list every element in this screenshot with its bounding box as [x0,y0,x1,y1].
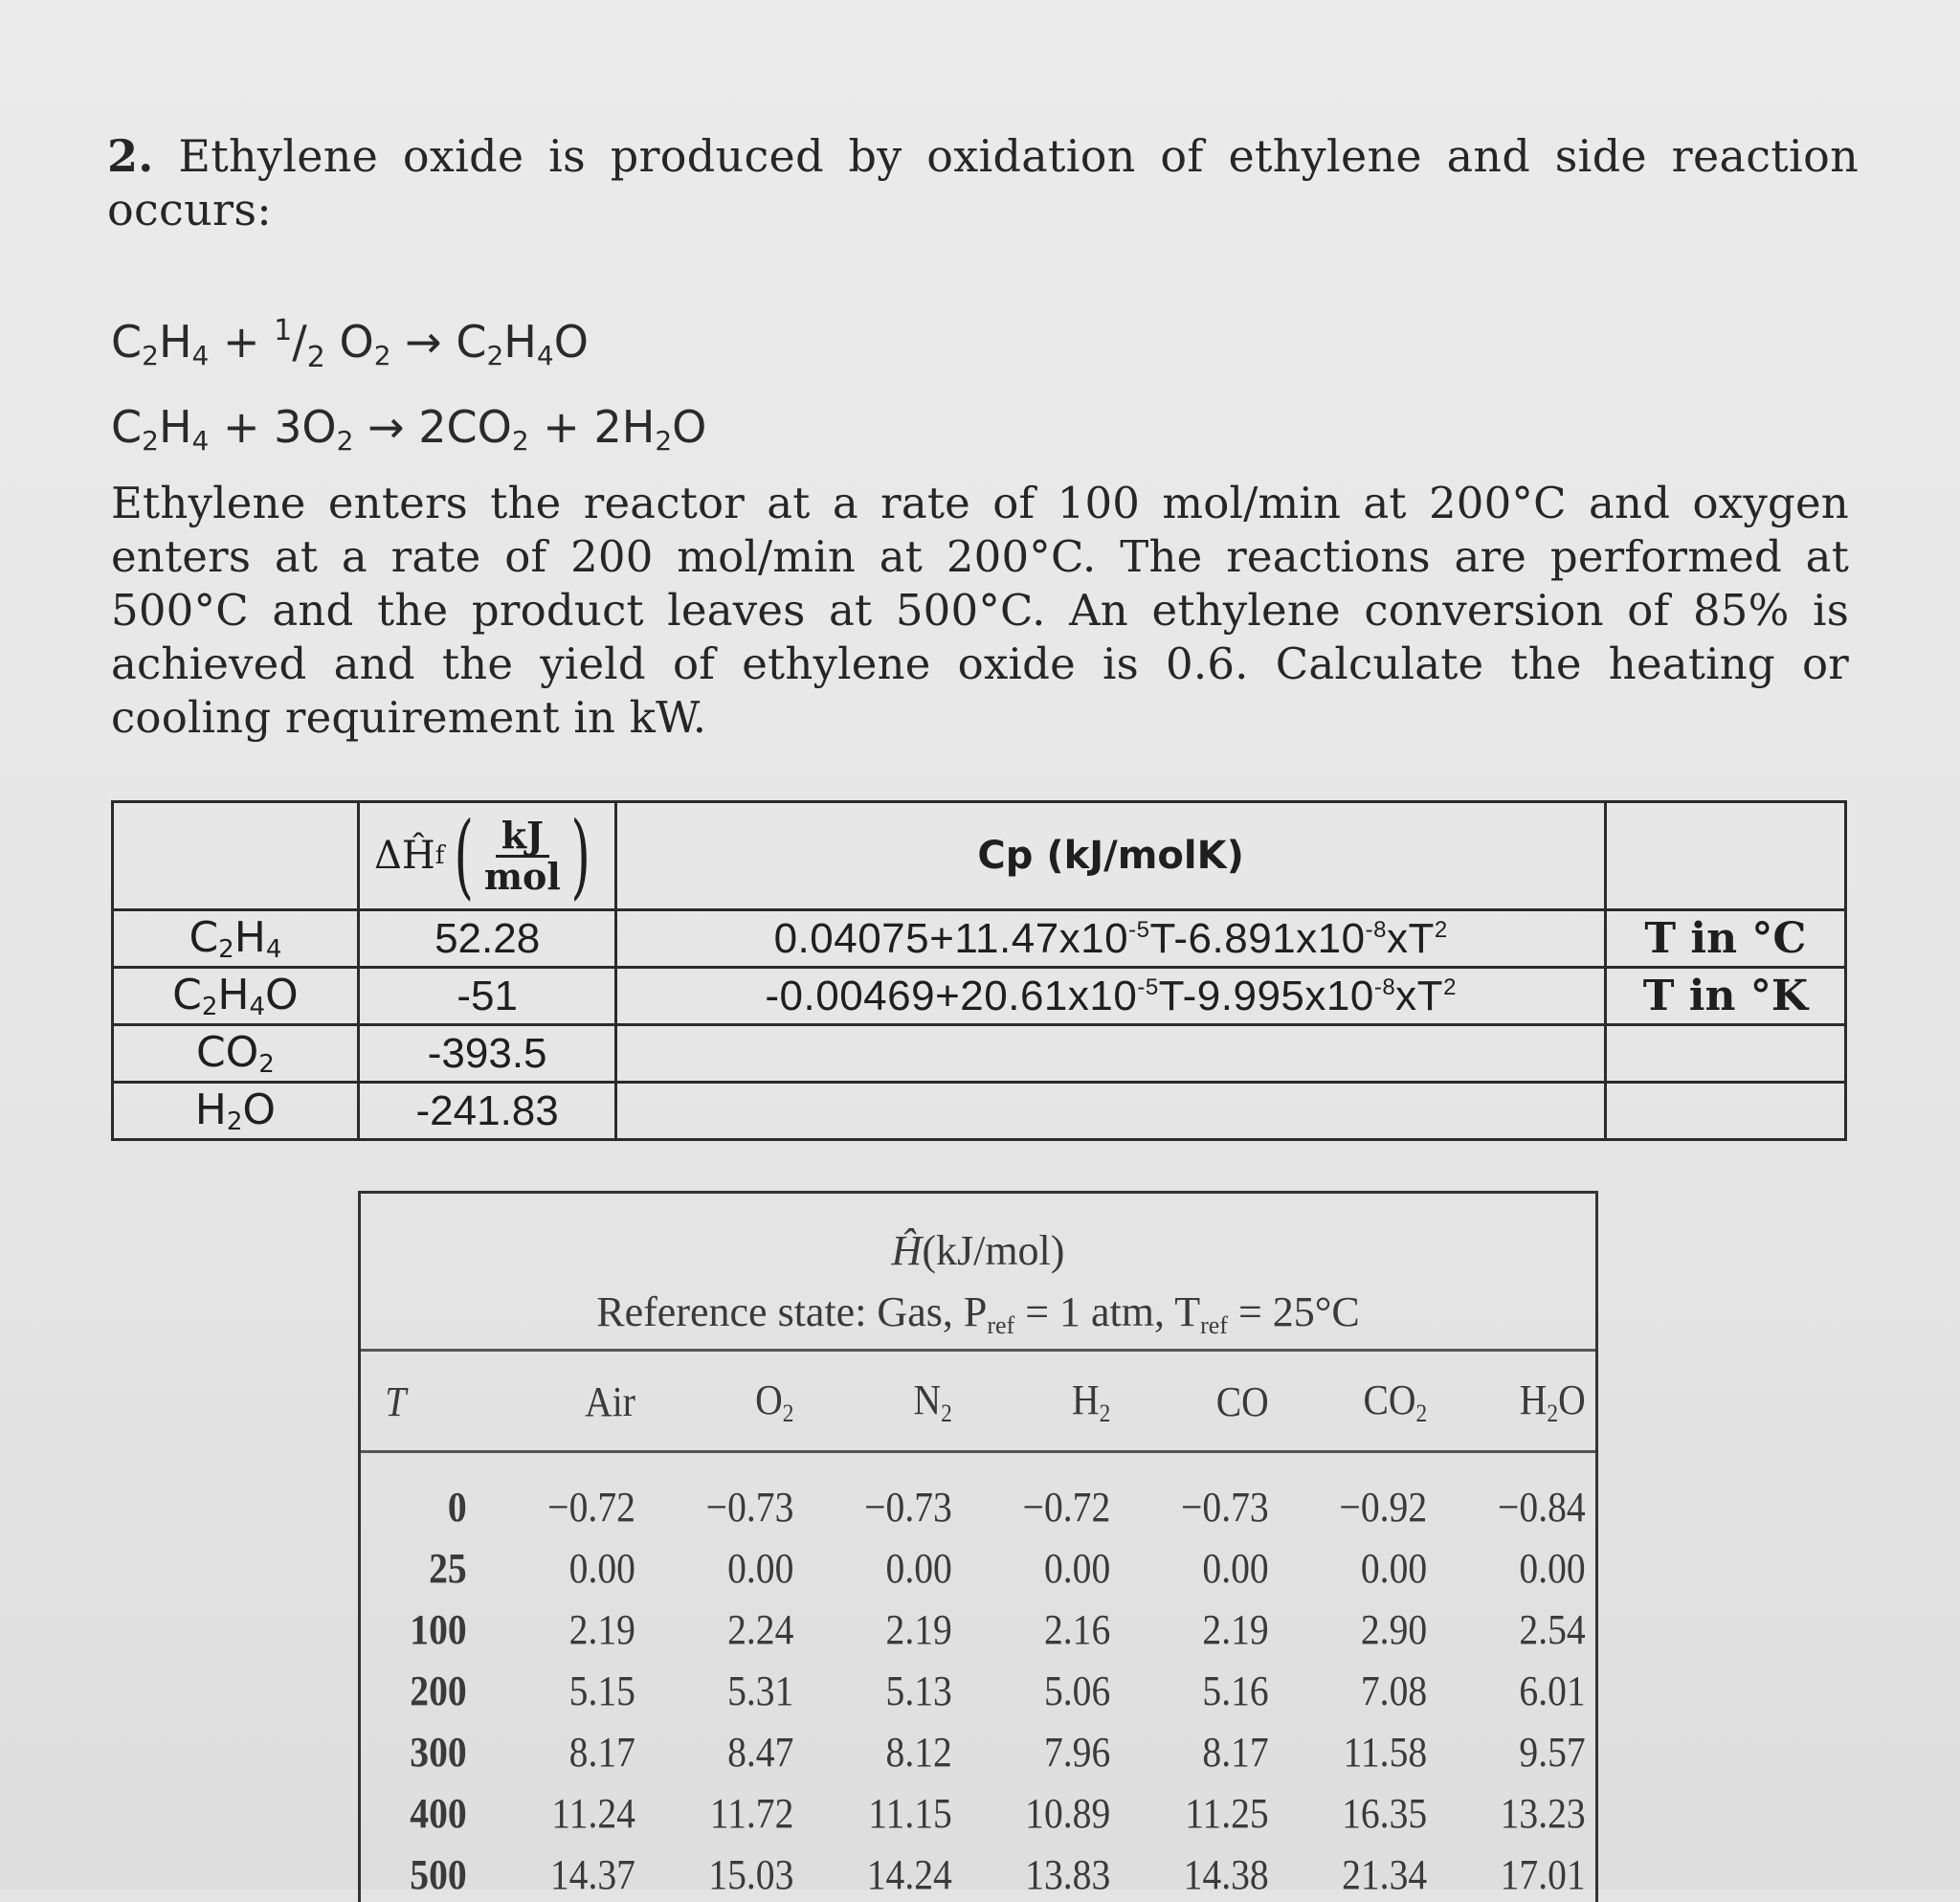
col-header-t: T [385,1378,407,1425]
enthalpy-cell: 14.38 [1183,1850,1269,1898]
enthalpy-cell: 2.24 [727,1605,794,1653]
tunit-co2 [1605,1025,1845,1083]
table-row [361,1599,1594,1660]
enthalpy-cell: 11.72 [709,1789,794,1837]
temperature-cell: 25 [429,1544,467,1592]
enthalpy-cell: 5.16 [1202,1667,1269,1714]
problem-statement [107,129,1859,236]
enthalpy-cell: 2.19 [885,1605,952,1653]
dh-c2h4o: -51 [358,968,616,1025]
enthalpy-cell: 2.54 [1519,1605,1586,1653]
enthalpy-table-title: Ĥ(kJ/mol) [891,1227,1065,1274]
reaction-1: $C_2H_4 + ^1/_2$ $O_2 \to C_2H_4O$ [111,314,589,374]
temperature-cell: 400 [410,1789,467,1837]
enthalpy-cell: 5.31 [727,1667,794,1714]
table-row [361,1452,1594,1537]
enthalpy-cell: 5.15 [568,1667,635,1714]
enthalpy-cell: 11.15 [868,1789,952,1837]
cp-h2o [616,1083,1605,1140]
enthalpy-cell: 8.17 [1202,1728,1269,1776]
temperature-cell: 0 [447,1483,467,1531]
tunit-c2h4: T in °C [1605,910,1845,968]
enthalpy-cell: 2.90 [1360,1605,1428,1653]
enthalpy-cell: 13.23 [1500,1789,1586,1837]
enthalpy-cell: 21.34 [1342,1850,1428,1898]
dh-c2h4: 52.28 [358,910,616,968]
enthalpy-table-caption [361,1194,1595,1349]
enthalpy-cell: −0.73 [864,1483,952,1531]
enthalpy-cell: −0.72 [547,1483,635,1531]
enthalpy-cell: 13.83 [1025,1850,1111,1898]
enthalpy-grid [361,1352,1594,1902]
reference-state: Reference state: Gas, $P_{ref} = 1$ atm, $T_{ref} = 25^\circ C$ [596,1288,1360,1339]
enthalpy-table [358,1191,1598,1902]
properties-table-header [113,802,1846,910]
dh-co2: -393.5 [358,1025,616,1083]
col-header-air: Air [585,1378,635,1425]
temperature-cell: 200 [410,1667,467,1714]
table-row [361,1660,1594,1721]
tunit-h2o [1605,1083,1845,1140]
enthalpy-cell: 0.00 [885,1544,952,1592]
enthalpy-cell: 7.96 [1043,1728,1111,1776]
enthalpy-cell: 0.00 [568,1544,635,1592]
enthalpy-cell: 2.19 [1202,1605,1269,1653]
reaction-2: $C_2H_4 + 3O_2 \to 2CO_2 + 2H_2O$ [111,401,707,457]
heat-of-formation-header: ΔĤ f ( kJ mol ) [358,802,616,910]
enthalpy-cell: 6.01 [1519,1667,1586,1714]
enthalpy-cell: 11.24 [551,1789,635,1837]
col-header-co2: $CO_2$ [1363,1376,1428,1427]
enthalpy-cell: 16.35 [1342,1789,1428,1837]
table-row-c2h4o [113,968,1846,1025]
col-header-o2: $O_2$ [755,1376,794,1427]
enthalpy-cell: 2.16 [1043,1605,1111,1653]
table-row [361,1537,1594,1599]
enthalpy-cell: 8.17 [568,1728,635,1776]
cp-c2h4o: $-0.00469+20.61x10^{-5}T-9.995x10^{-8}xT^2$ [616,968,1605,1025]
enthalpy-cell: 10.89 [1025,1789,1111,1837]
enthalpy-cell: −0.84 [1498,1483,1586,1531]
enthalpy-cell: 0.00 [1202,1544,1269,1592]
enthalpy-cell: −0.73 [705,1483,794,1531]
enthalpy-cell: 17.01 [1500,1850,1586,1898]
enthalpy-header-row [361,1352,1594,1452]
table-row [361,1721,1594,1782]
enthalpy-cell: 5.06 [1043,1667,1111,1714]
species-h2o: $H_2O$ [113,1083,359,1140]
enthalpy-cell: 11.58 [1343,1728,1428,1776]
table-row-co2 [113,1025,1846,1083]
dh-unit-denominator: mol [483,854,561,898]
cp-c2h4: $0.04075+11.47x10^{-5}T-6.891x10^{-8}xT^2$ [616,910,1605,968]
enthalpy-cell: 0.00 [1360,1544,1428,1592]
tunit-c2h4o: T in °K [1605,968,1845,1025]
enthalpy-cell: −0.72 [1022,1483,1111,1531]
heat-capacity-header: Cp (kJ/molK) [616,802,1605,910]
table-row-h2o [113,1083,1846,1140]
col-header-n2: $N_2$ [913,1376,952,1427]
enthalpy-cell: 0.00 [1519,1544,1586,1592]
enthalpy-cell: 5.13 [885,1667,952,1714]
enthalpy-cell: 0.00 [727,1544,794,1592]
dh-unit-numerator: kJ [496,817,549,858]
enthalpy-cell: 2.19 [568,1605,635,1653]
cp-co2 [616,1025,1605,1083]
temperature-cell: 500 [410,1850,467,1898]
dh-h2o: -241.83 [358,1083,616,1140]
enthalpy-cell: 11.25 [1185,1789,1269,1837]
enthalpy-cell: −0.73 [1181,1483,1269,1531]
table-row-c2h4 [113,910,1846,968]
enthalpy-cell: 7.08 [1360,1667,1428,1714]
table-row [361,1782,1594,1844]
properties-table [111,800,1847,1141]
enthalpy-cell: 9.57 [1519,1728,1586,1776]
enthalpy-cell: −0.92 [1339,1483,1428,1531]
species-c2h4: $C_2H_4$ [113,910,359,968]
table-row [361,1844,1594,1902]
col-header-h2o: $H_2O$ [1519,1376,1586,1427]
col-header-co: CO [1215,1378,1269,1425]
temperature-cell: 300 [410,1728,467,1776]
species-header-cell [113,802,359,910]
reaction-equations [111,297,706,476]
enthalpy-body [361,1452,1594,1902]
species-co2: $CO_2$ [113,1025,359,1083]
enthalpy-cell: 14.24 [866,1850,952,1898]
enthalpy-cell: 14.37 [549,1850,635,1898]
process-description: Ethylene enters the reactor at a rate of 100 mol/min at 200°C and oxygen enters at a rate of 200 mol/min at 200°C. The reactions are performed at 500°C and the product leaves at 500°C. An ethylene conversion of 85% is achieved and the yield of ethylene oxide is 0.6. Calculate the heating or cooling requirement in kW. [111,478,1849,743]
temperature-unit-header [1605,802,1845,910]
enthalpy-cell: 8.12 [885,1728,952,1776]
enthalpy-cell: 15.03 [708,1850,794,1898]
enthalpy-cell: 8.47 [727,1728,794,1776]
temperature-cell: 100 [410,1605,467,1653]
species-c2h4o: $C_2H_4O$ [113,968,359,1025]
problem-number: 2. [107,130,154,182]
problem-intro-text: Ethylene oxide is produced by oxidation of ethylene and side reaction occurs: [107,130,1859,235]
col-header-h2: $H_2$ [1071,1376,1111,1427]
enthalpy-cell: 0.00 [1043,1544,1111,1592]
